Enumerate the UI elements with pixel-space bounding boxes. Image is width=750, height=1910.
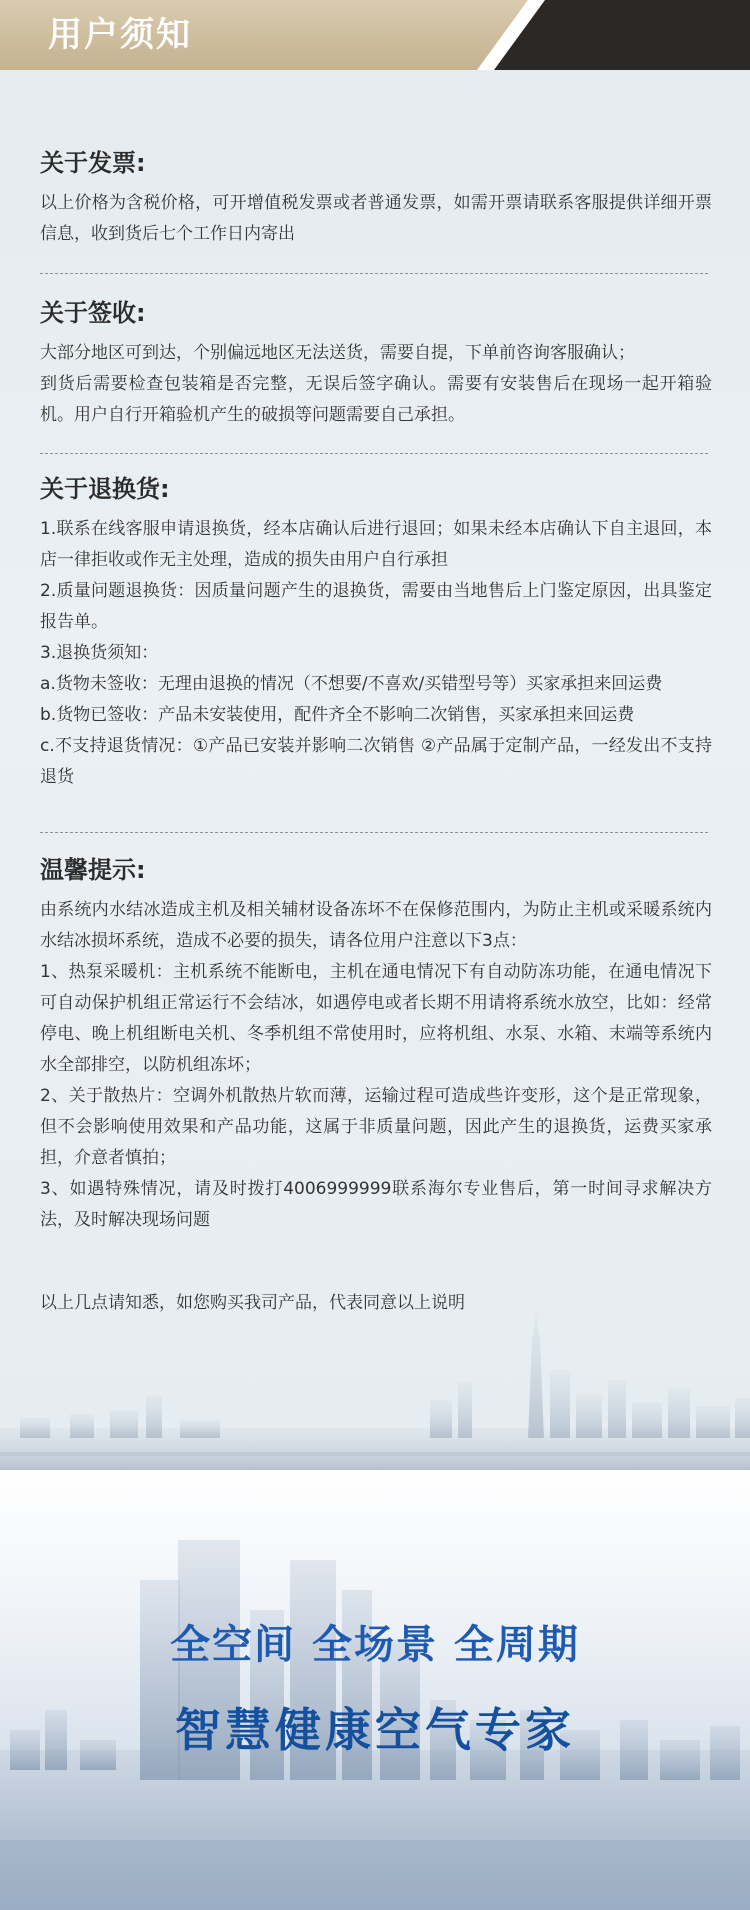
- section-paragraph: 2.质量问题退换货：因质量问题产生的退换货，需要由当地售后上门鉴定原因，出具鉴定报告单。: [40, 581, 712, 632]
- dashed-divider: [40, 453, 708, 454]
- section-title: 温馨提示:: [40, 856, 146, 884]
- slogan-line-1: 全空间 全场景 全周期: [170, 1622, 580, 1668]
- section-title: 关于发票:: [40, 149, 146, 177]
- section-paragraph: 大部分地区可到达，个别偏远地区无法送货，需要自提，下单前咨询客服确认；: [40, 343, 635, 363]
- section-paragraph: a.货物未签收：无理由退换的情况（不想要/不喜欢/买错型号等）买家承担来回运费: [40, 674, 663, 694]
- closing-statement: 以上几点请知悉，如您购买我司产品，代表同意以上说明: [40, 1293, 465, 1313]
- section-paragraph: c.不支持退货情况：①产品已安装并影响二次销售 ②产品属于定制产品，一经发出不支持退货: [40, 736, 712, 787]
- header-band: [0, 0, 750, 70]
- section-title: 关于签收:: [40, 299, 146, 327]
- slogan-line-2: 智慧健康空气专家: [175, 1703, 575, 1757]
- city-skyline-illustration: [0, 1310, 750, 1470]
- section-paragraph: 到货后需要检查包装箱是否完整，无误后签字确认。需要有安装售后在现场一起开箱验机。用户自行开箱验机产生的破损等问题需要自己承担。: [40, 374, 712, 425]
- dashed-divider: [40, 832, 708, 833]
- section-paragraph: 以上价格为含税价格，可开增值税发票或者普通发票，如需开票请联系客服提供详细开票信息，收到货后七个工作日内寄出: [40, 193, 712, 244]
- section-paragraph: 3.退换货须知：: [40, 643, 159, 663]
- dashed-divider: [40, 273, 708, 274]
- section-paragraph: 由系统内水结冰造成主机及相关辅材设备冻坏不在保修范围内，为防止主机或采暖系统内水结冰损坏系统，造成不必要的损失，请各位用户注意以下3点：: [40, 900, 712, 951]
- section-invoice: [40, 148, 712, 250]
- section-paragraph: 1、热泵采暖机：主机系统不能断电，主机在通电情况下有自动防冻功能，在通电情况下可自动保护机组正常运行不会结冰，如遇停电或者长期不用请将系统水放空，比如：经常停电、晚上机组断电关机、冬季机组不常使用时，应将机组、水泵、水箱、末端等系统内水全部排空，以防机组冻坏；: [40, 962, 712, 1075]
- section-title: 关于退换货:: [40, 475, 170, 503]
- section-paragraph: 2、关于散热片：空调外机散热片软而薄，运输过程可造成些许变形，这个是正常现象，但不会影响使用效果和产品功能，这属于非质量问题，因此产生的退换货，运费买家承担，介意者慎拍；: [40, 1086, 712, 1168]
- notice-content: [0, 70, 750, 1470]
- section-receipt: [40, 298, 712, 431]
- promo-banner: [0, 1470, 750, 1910]
- section-paragraph: 1.联系在线客服申请退换货，经本店确认后进行退回；如果未经本店确认下自主退回，本店一律拒收或作无主处理，造成的损失由用户自行承担: [40, 519, 712, 570]
- skyscraper-background-illustration: [0, 1470, 750, 1910]
- page-title: 用户须知: [48, 15, 192, 55]
- section-paragraph: b.货物已签收：产品未安装使用，配件齐全不影响二次销售，买家承担来回运费: [40, 705, 635, 725]
- section-returns: [40, 474, 712, 793]
- section-paragraph: 3、如遇特殊情况，请及时拨打4006999999联系海尔专业售后，第一时间寻求解决方法，及时解决现场问题: [40, 1179, 712, 1230]
- section-tips: [40, 855, 712, 1236]
